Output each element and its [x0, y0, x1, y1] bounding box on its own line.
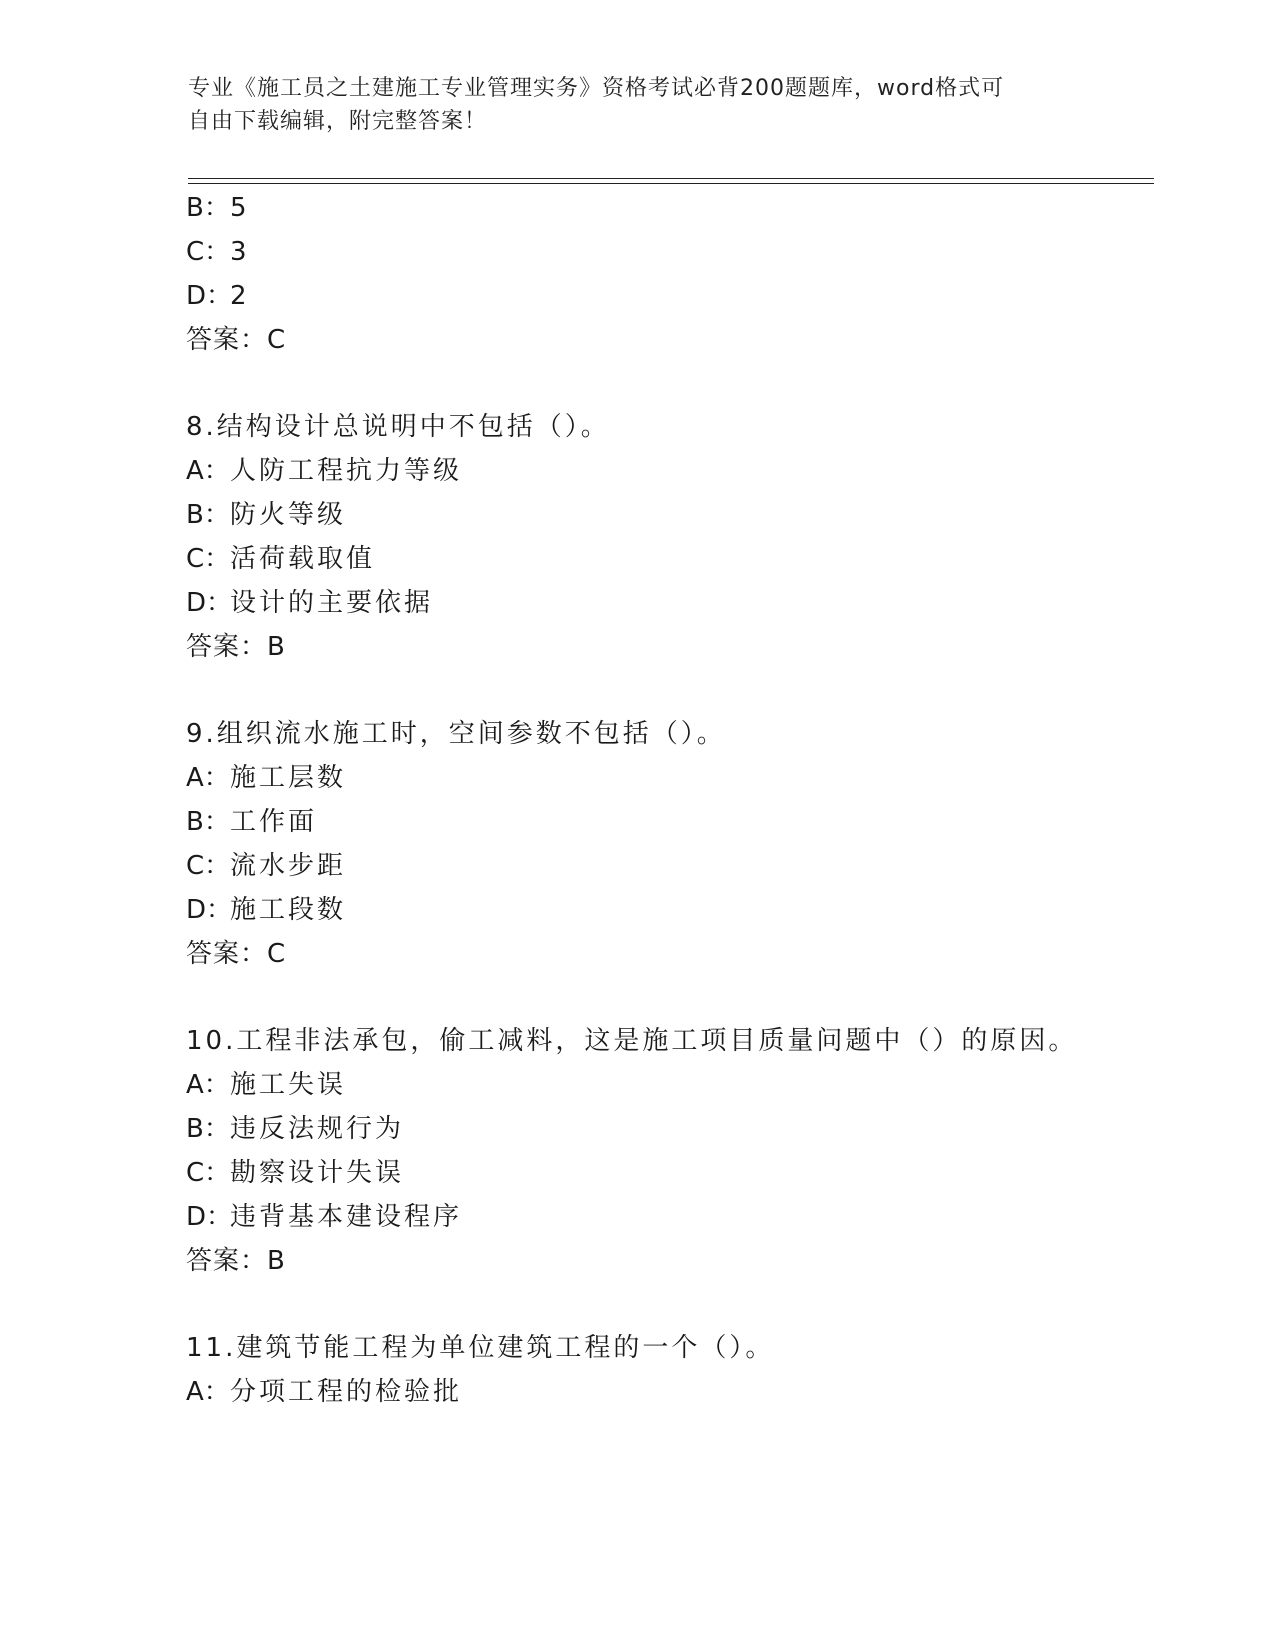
option-key: A： [186, 1377, 230, 1407]
option-text: 人防工程抗力等级 [230, 456, 463, 486]
option-line [186, 587, 433, 619]
option-line [186, 894, 346, 926]
answer-line: 答案：C [186, 325, 287, 355]
option-line [186, 192, 250, 224]
option-text: 防火等级 [230, 500, 347, 530]
answer-line: 答案：B [186, 1246, 286, 1276]
option-line [186, 762, 346, 794]
option-line [186, 499, 346, 531]
option-line [186, 1376, 462, 1408]
question-stem: 9.组织流水施工时，空间参数不包括（）。 [186, 719, 726, 749]
option-key: C： [186, 237, 231, 267]
option-key: D： [186, 1202, 233, 1232]
answer-line: 答案：C [186, 939, 287, 969]
option-key: C： [186, 1158, 231, 1188]
option-text: 违背基本建设程序 [230, 1202, 463, 1232]
header-rule-top [188, 178, 1154, 179]
option-line [186, 236, 250, 268]
option-text: 5 [230, 193, 250, 223]
option-text: 活荷载取值 [230, 544, 376, 574]
option-key: C： [186, 544, 231, 574]
option-line [186, 806, 317, 838]
option-text: 流水步距 [230, 851, 347, 881]
option-key: C： [186, 851, 231, 881]
option-line [186, 543, 375, 575]
option-text: 3 [230, 237, 250, 267]
option-key: A： [186, 1070, 230, 1100]
answer-line: 答案：B [186, 632, 286, 662]
option-key: D： [186, 895, 233, 925]
option-line [186, 1157, 404, 1189]
option-line [186, 1113, 404, 1145]
option-line [186, 280, 250, 312]
option-text: 分项工程的检验批 [230, 1377, 463, 1407]
option-line [186, 1069, 346, 1101]
document-header [188, 72, 1088, 138]
option-key: D： [186, 588, 233, 618]
option-key: D： [186, 281, 233, 311]
option-text: 工作面 [230, 807, 318, 837]
option-key: A： [186, 763, 230, 793]
option-text: 设计的主要依据 [230, 588, 434, 618]
option-key: B： [186, 807, 230, 837]
option-key: B： [186, 500, 230, 530]
question-stem: 11.建筑节能工程为单位建筑工程的一个（）。 [186, 1333, 775, 1363]
option-text: 勘察设计失误 [230, 1158, 405, 1188]
question-stem: 10.工程非法承包，偷工减料，这是施工项目质量问题中（）的原因。 [186, 1026, 1078, 1056]
option-line [186, 850, 346, 882]
header-line-1: 专业《施工员之土建施工专业管理实务》资格考试必背200题题库，word格式可 [188, 76, 1005, 101]
header-rule-bottom [188, 183, 1154, 184]
option-text: 违反法规行为 [230, 1114, 405, 1144]
option-key: A： [186, 456, 230, 486]
option-text: 2 [230, 281, 250, 311]
option-text: 施工层数 [230, 763, 347, 793]
option-text: 施工段数 [230, 895, 347, 925]
header-line-2: 自由下载编辑，附完整答案！ [188, 109, 488, 134]
option-text: 施工失误 [230, 1070, 347, 1100]
question-stem: 8.结构设计总说明中不包括（）。 [186, 412, 610, 442]
option-key: B： [186, 1114, 230, 1144]
option-key: B： [186, 193, 230, 223]
option-line [186, 455, 462, 487]
option-line [186, 1201, 462, 1233]
